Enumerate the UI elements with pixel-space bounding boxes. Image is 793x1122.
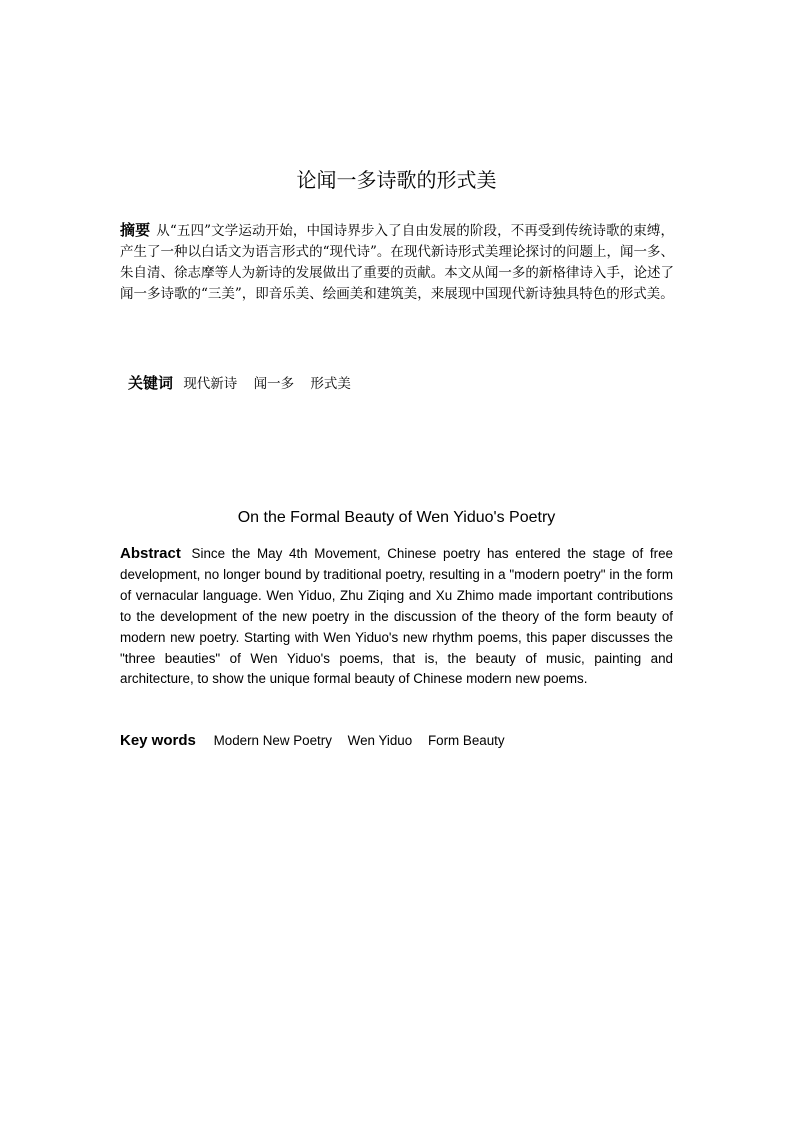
chinese-abstract-text: 从“五四”文学运动开始，中国诗界步入了自由发展的阶段，不再受到传统诗歌的束缚，产生了一种以白话文为语言形式的“现代诗”。在现代新诗形式美理论探讨的问题上，闻一多、朱自清、徐志摩等人为新诗的发展做出了重要的贡献。本文从闻一多的新格律诗入手，论述了闻一多诗歌的“三美”，即音乐美、绘画美和建筑美，来展现中国现代新诗独具特色的形式美。	[120, 223, 674, 302]
english-abstract-text: Since the May 4th Movement, Chinese poetry has entered the stage of free development, no longer bound by traditional poetry, resulting in a "modern poetry" in the form of vernacular language. Wen Yiduo, Zhu Ziqing and Xu Zhimo made important contributions to the development of the new poetry in the discussion of the theory of the form beauty of modern new poetry. Starting with Wen Yiduo's new rhythm poems, this paper discusses the "three beauties" of Wen Yiduo's poems, that is, the beauty of music, painting and architecture, to show the unique formal beauty of Chinese modern new poems.	[120, 546, 673, 687]
chinese-title: 论闻一多诗歌的形式美	[296, 168, 497, 192]
english-abstract	[120, 544, 673, 690]
chinese-keywords	[128, 372, 668, 395]
english-keyword: Modern New Poetry	[213, 733, 332, 748]
english-keywords	[120, 730, 673, 752]
chinese-abstract-label: 摘要	[120, 221, 151, 239]
english-title: On the Formal Beauty of Wen Yiduo's Poetry	[237, 509, 556, 526]
english-keywords-label: Key words	[120, 732, 196, 749]
chinese-abstract	[120, 220, 674, 305]
chinese-keyword: 形式美	[310, 376, 351, 392]
chinese-keyword: 现代新诗	[183, 376, 238, 392]
english-keyword: Form Beauty	[427, 733, 505, 748]
chinese-keyword: 闻一多	[253, 376, 295, 392]
english-abstract-label: Abstract	[120, 545, 181, 562]
chinese-keywords-label: 关键词	[128, 374, 174, 392]
english-keyword: Wen Yiduo	[347, 733, 413, 748]
